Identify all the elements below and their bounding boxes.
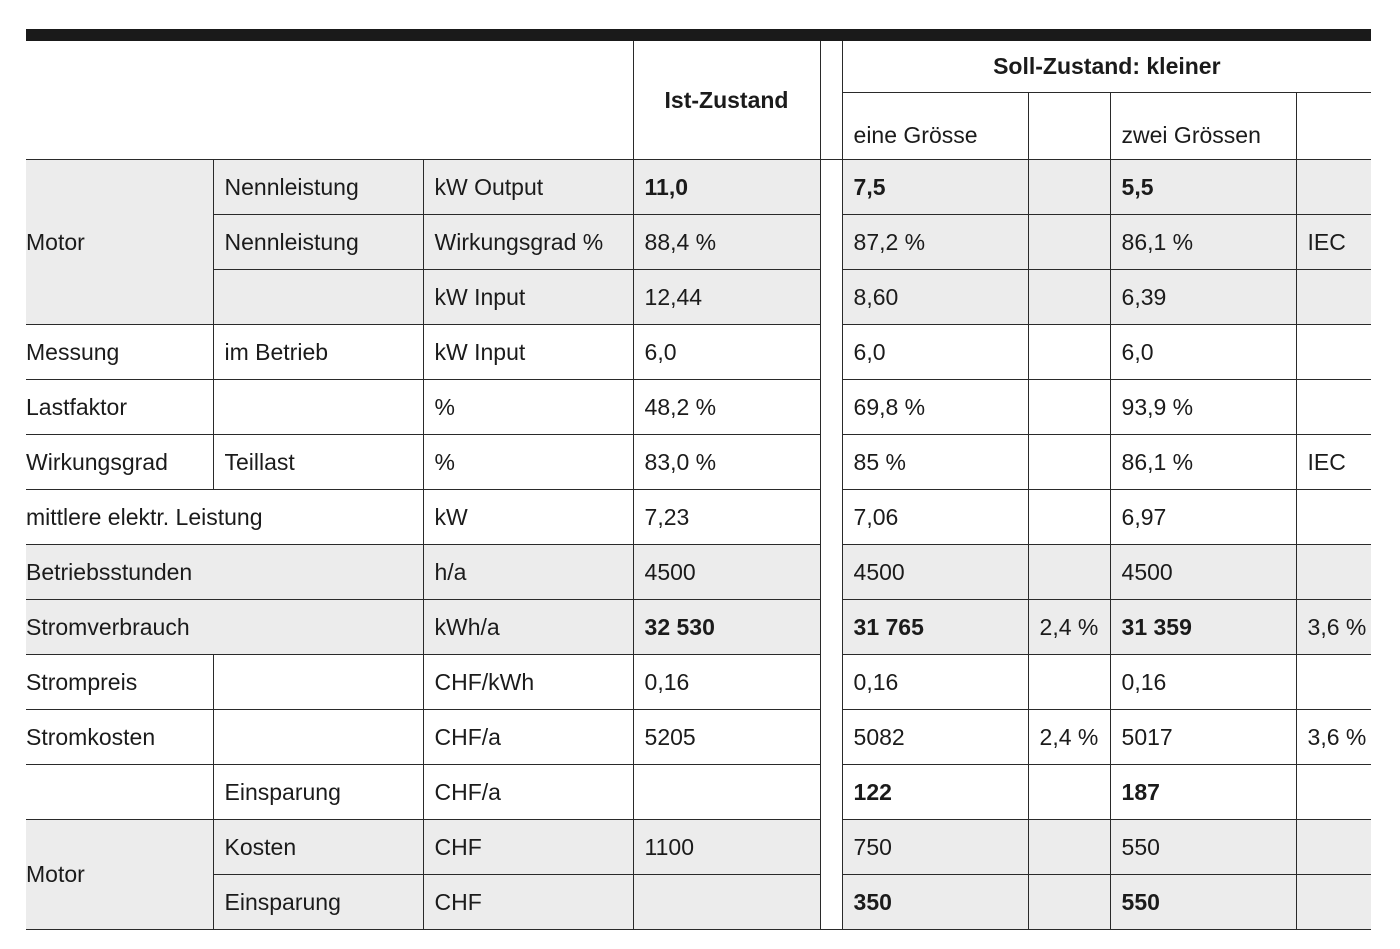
value-zwei: 550 bbox=[1110, 875, 1296, 930]
value-eine: 8,60 bbox=[842, 270, 1028, 325]
value-zwei: 86,1 % bbox=[1110, 435, 1296, 490]
row-unit: Wirkungsgrad % bbox=[423, 215, 633, 270]
value-ist: 6,0 bbox=[633, 325, 820, 380]
pct-zwei bbox=[1296, 655, 1371, 710]
pct-eine bbox=[1028, 655, 1110, 710]
row-unit: kW Input bbox=[423, 325, 633, 380]
pct-eine bbox=[1028, 270, 1110, 325]
value-ist bbox=[633, 875, 820, 930]
value-eine: 85 % bbox=[842, 435, 1028, 490]
column-gap bbox=[820, 435, 842, 490]
pct-eine bbox=[1028, 380, 1110, 435]
value-ist: 48,2 % bbox=[633, 380, 820, 435]
value-eine: 122 bbox=[842, 765, 1028, 820]
row-label: Stromkosten bbox=[26, 710, 213, 765]
value-eine: 69,8 % bbox=[842, 380, 1028, 435]
value-ist bbox=[633, 765, 820, 820]
table-row bbox=[26, 490, 1371, 545]
value-eine: 7,06 bbox=[842, 490, 1028, 545]
row-label bbox=[26, 765, 213, 820]
row-label-motor: Motor bbox=[26, 820, 213, 930]
row-sublabel: im Betrieb bbox=[213, 325, 423, 380]
pct-zwei bbox=[1296, 545, 1371, 600]
value-eine: 5082 bbox=[842, 710, 1028, 765]
column-gap bbox=[820, 41, 842, 160]
row-unit: CHF/a bbox=[423, 765, 633, 820]
table-row bbox=[26, 435, 1371, 490]
row-sublabel: Nennleistung bbox=[213, 215, 423, 270]
header-soll-zustand: Soll-Zustand: kleiner bbox=[842, 41, 1371, 93]
table-row bbox=[26, 600, 1371, 655]
table-row bbox=[26, 325, 1371, 380]
column-gap bbox=[820, 380, 842, 435]
value-ist: 32 530 bbox=[633, 600, 820, 655]
value-zwei: 31 359 bbox=[1110, 600, 1296, 655]
value-zwei: 6,97 bbox=[1110, 490, 1296, 545]
value-eine: 4500 bbox=[842, 545, 1028, 600]
row-unit: kWh/a bbox=[423, 600, 633, 655]
pct-zwei bbox=[1296, 380, 1371, 435]
value-zwei: 187 bbox=[1110, 765, 1296, 820]
column-gap bbox=[820, 270, 842, 325]
pct-zwei: 3,6 % bbox=[1296, 710, 1371, 765]
column-gap bbox=[820, 875, 842, 930]
row-unit: h/a bbox=[423, 545, 633, 600]
header-zwei-pct bbox=[1296, 93, 1371, 160]
column-gap bbox=[820, 215, 842, 270]
row-unit: CHF bbox=[423, 820, 633, 875]
pct-zwei bbox=[1296, 160, 1371, 215]
row-unit: kW Input bbox=[423, 270, 633, 325]
row-label: Betriebsstunden bbox=[26, 545, 423, 600]
value-eine: 750 bbox=[842, 820, 1028, 875]
pct-eine bbox=[1028, 765, 1110, 820]
value-ist: 11,0 bbox=[633, 160, 820, 215]
row-label: Stromverbrauch bbox=[26, 600, 423, 655]
row-unit: kW Output bbox=[423, 160, 633, 215]
table-row bbox=[26, 270, 1371, 325]
row-unit: % bbox=[423, 435, 633, 490]
value-ist: 4500 bbox=[633, 545, 820, 600]
row-sublabel: Kosten bbox=[213, 820, 423, 875]
pct-eine bbox=[1028, 160, 1110, 215]
row-sublabel: Einsparung bbox=[213, 875, 423, 930]
header-zwei-groessen: zwei Grössen bbox=[1110, 93, 1296, 160]
row-sublabel bbox=[213, 380, 423, 435]
column-gap bbox=[820, 655, 842, 710]
value-eine: 6,0 bbox=[842, 325, 1028, 380]
table-row bbox=[26, 765, 1371, 820]
pct-zwei: 3,6 % bbox=[1296, 600, 1371, 655]
column-gap bbox=[820, 710, 842, 765]
row-label: Lastfaktor bbox=[26, 380, 213, 435]
row-sublabel bbox=[213, 655, 423, 710]
header-eine-pct bbox=[1028, 93, 1110, 160]
pct-eine bbox=[1028, 545, 1110, 600]
value-eine: 31 765 bbox=[842, 600, 1028, 655]
row-sublabel bbox=[213, 270, 423, 325]
value-eine: 87,2 % bbox=[842, 215, 1028, 270]
column-gap bbox=[820, 490, 842, 545]
value-ist: 0,16 bbox=[633, 655, 820, 710]
column-gap bbox=[820, 765, 842, 820]
header-eine-groesse: eine Grösse bbox=[842, 93, 1028, 160]
value-zwei: 93,9 % bbox=[1110, 380, 1296, 435]
pct-eine bbox=[1028, 215, 1110, 270]
header-row-1 bbox=[26, 41, 1371, 93]
column-gap bbox=[820, 160, 842, 215]
value-ist: 12,44 bbox=[633, 270, 820, 325]
table-row bbox=[26, 820, 1371, 875]
value-eine: 0,16 bbox=[842, 655, 1028, 710]
column-gap bbox=[820, 600, 842, 655]
pct-eine: 2,4 % bbox=[1028, 710, 1110, 765]
row-unit: CHF bbox=[423, 875, 633, 930]
column-gap bbox=[820, 820, 842, 875]
table-row bbox=[26, 215, 1371, 270]
row-sublabel: Nennleistung bbox=[213, 160, 423, 215]
pct-zwei bbox=[1296, 270, 1371, 325]
column-gap bbox=[820, 325, 842, 380]
pct-eine bbox=[1028, 875, 1110, 930]
pct-zwei bbox=[1296, 820, 1371, 875]
header-empty-cell bbox=[26, 41, 633, 160]
value-ist: 5205 bbox=[633, 710, 820, 765]
value-zwei: 4500 bbox=[1110, 545, 1296, 600]
value-zwei: 5,5 bbox=[1110, 160, 1296, 215]
row-unit: % bbox=[423, 380, 633, 435]
row-unit: kW bbox=[423, 490, 633, 545]
row-sublabel bbox=[213, 710, 423, 765]
value-zwei: 5017 bbox=[1110, 710, 1296, 765]
header-ist-zustand: Ist-Zustand bbox=[633, 41, 820, 160]
motor-comparison-table bbox=[26, 41, 1371, 930]
row-sublabel: Teillast bbox=[213, 435, 423, 490]
pct-zwei bbox=[1296, 490, 1371, 545]
value-zwei: 0,16 bbox=[1110, 655, 1296, 710]
row-label: Messung bbox=[26, 325, 213, 380]
value-zwei: 6,0 bbox=[1110, 325, 1296, 380]
value-ist: 83,0 % bbox=[633, 435, 820, 490]
row-sublabel: Einsparung bbox=[213, 765, 423, 820]
table-row bbox=[26, 710, 1371, 765]
row-unit: CHF/a bbox=[423, 710, 633, 765]
pct-eine bbox=[1028, 820, 1110, 875]
value-eine: 7,5 bbox=[842, 160, 1028, 215]
row-label: Strompreis bbox=[26, 655, 213, 710]
value-ist: 1100 bbox=[633, 820, 820, 875]
row-label: mittlere elektr. Leistung bbox=[26, 490, 423, 545]
pct-zwei bbox=[1296, 325, 1371, 380]
table-top-rule bbox=[26, 29, 1371, 41]
pct-eine bbox=[1028, 435, 1110, 490]
value-zwei: 6,39 bbox=[1110, 270, 1296, 325]
pct-zwei: IEC bbox=[1296, 435, 1371, 490]
pct-zwei bbox=[1296, 765, 1371, 820]
column-gap bbox=[820, 545, 842, 600]
value-eine: 350 bbox=[842, 875, 1028, 930]
pct-zwei bbox=[1296, 875, 1371, 930]
row-label-motor: Motor bbox=[26, 160, 213, 325]
value-ist: 7,23 bbox=[633, 490, 820, 545]
row-unit: CHF/kWh bbox=[423, 655, 633, 710]
pct-eine bbox=[1028, 490, 1110, 545]
value-ist: 88,4 % bbox=[633, 215, 820, 270]
value-zwei: 86,1 % bbox=[1110, 215, 1296, 270]
table-row bbox=[26, 875, 1371, 930]
pct-eine bbox=[1028, 325, 1110, 380]
table-row bbox=[26, 380, 1371, 435]
table-row bbox=[26, 160, 1371, 215]
table-row bbox=[26, 545, 1371, 600]
value-zwei: 550 bbox=[1110, 820, 1296, 875]
row-label: Wirkungsgrad bbox=[26, 435, 213, 490]
pct-eine: 2,4 % bbox=[1028, 600, 1110, 655]
table-row bbox=[26, 655, 1371, 710]
pct-zwei: IEC bbox=[1296, 215, 1371, 270]
